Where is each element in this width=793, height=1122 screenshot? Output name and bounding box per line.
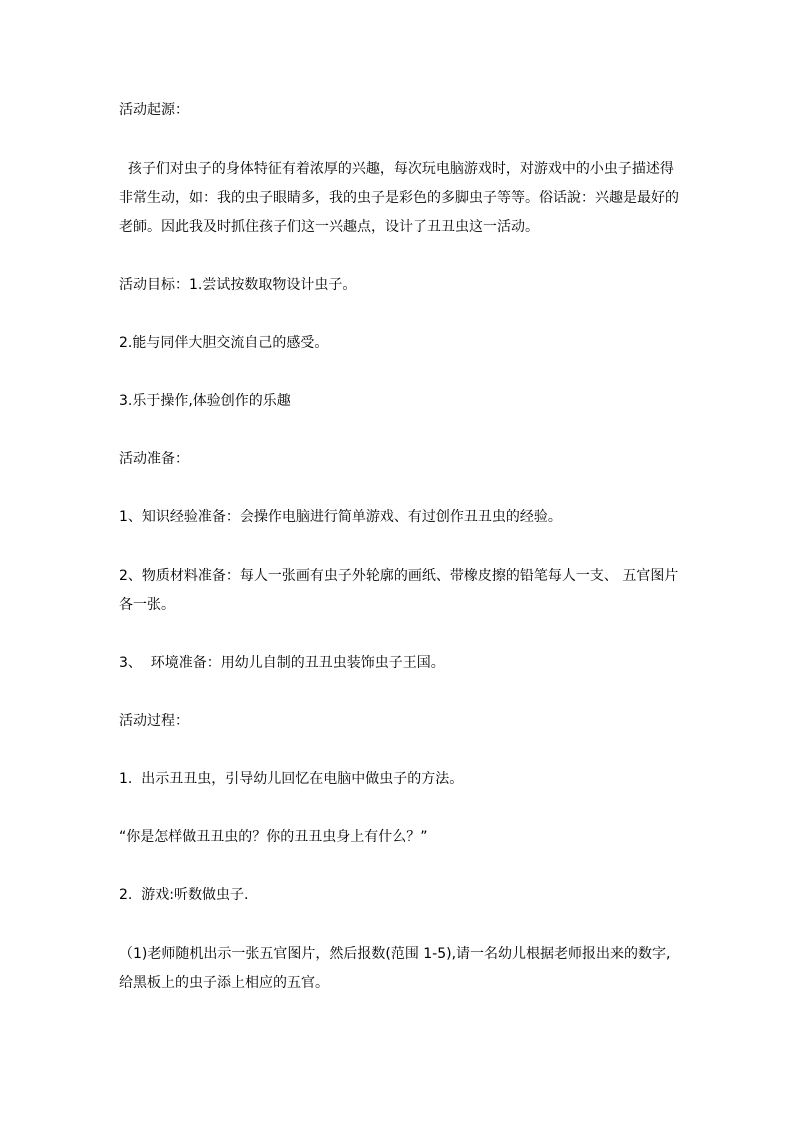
heading-activity-process: 活动过程： (119, 713, 189, 729)
paragraph-goal-2: 2.能与同伴大胆交流自己的感受。 (119, 335, 329, 351)
paragraph-process-2-step-1: （1)老师随机出示一张五官图片，然后报数(范围 1-5),请一名幼儿根据老师报出来的数字,给黑板上的虫子添上相应的五官。 (119, 946, 671, 991)
paragraph-process-1: 1. 出示丑丑虫，引导幼儿回忆在电脑中做虫子的方法。 (119, 771, 464, 787)
paragraph-prep-1: 1、知识经验准备：会操作电脑进行简单游戏、有过创作丑丑虫的经验。 (119, 509, 562, 525)
paragraph-process-quote: “你是怎样做丑丑虫的？你的丑丑虫身上有什么？” (119, 829, 428, 845)
heading-activity-prep: 活动准备： (119, 451, 189, 467)
paragraph-goal-1: 活动目标：1.尝试按数取物设计虫子。 (119, 277, 357, 293)
paragraph-prep-2: 2、物质材料准备：每人一张画有虫子外轮廓的画纸、带橡皮擦的铅笔每人一支、 五官图片各一张。 (119, 568, 679, 613)
paragraph-process-2: 2. 游戏:听数做虫子. (119, 887, 249, 903)
paragraph-goal-3: 3.乐于操作,体验创作的乐趣 (119, 393, 291, 409)
paragraph-origin-text: 孩子们对虫子的身体特征有着浓厚的兴趣，每次玩电脑游戏时，对游戏中的小虫子描述得非常生动，如：我的虫子眼睛多，我的虫子是彩色的多脚虫子等等。俗话說：兴趣是最好的老師。因此我及时抓住孩子们这一兴趣点，设计了丑丑虫这一活动。 (119, 161, 679, 235)
heading-activity-origin: 活动起源： (119, 102, 189, 118)
paragraph-prep-3: 3、 环境准备：用幼儿自制的丑丑虫装饰虫子王国。 (119, 655, 445, 671)
